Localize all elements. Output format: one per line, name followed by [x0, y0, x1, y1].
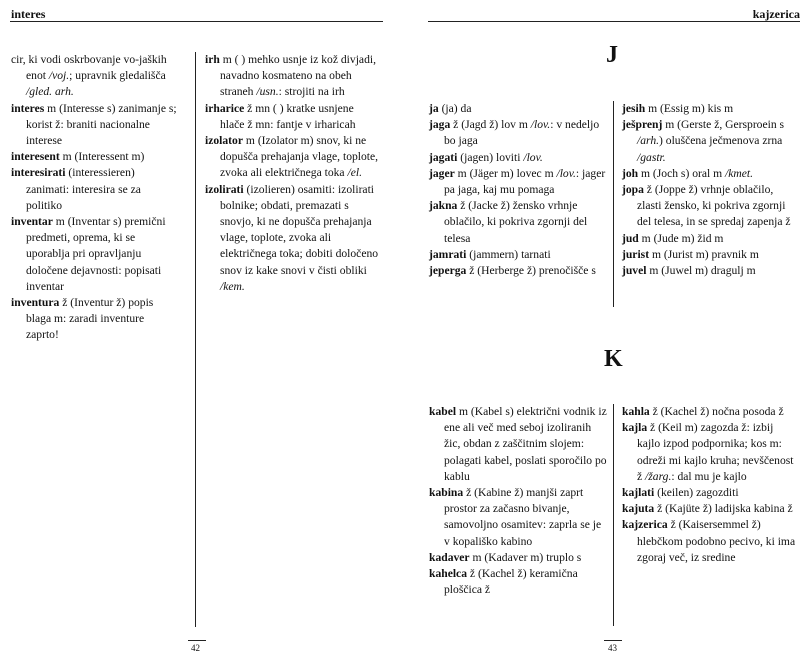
- dictionary-entry: [205, 101, 381, 133]
- entry-text: ž (Kaisersemmel ž) hlebčkom podobno pecivo, ki ima zgoraj več, iz sredine: [637, 518, 796, 564]
- header-rule-right: [428, 21, 800, 22]
- dictionary-entry: [429, 166, 607, 198]
- running-head-left: interes: [11, 7, 46, 21]
- entry-text: ž (Herberge ž) prenočišče s: [466, 264, 596, 278]
- dictionary-entry: [205, 133, 381, 182]
- entry-text: : dal mu je kajlo: [671, 469, 747, 483]
- entry-text: m (Juwel m) dragulj m: [646, 264, 756, 278]
- entry-headword: joh: [622, 166, 639, 180]
- entry-headword: interesent: [11, 150, 60, 164]
- entry-headword: jurist: [622, 247, 650, 261]
- usage-label: /el.: [347, 166, 362, 180]
- dictionary-entry: [622, 485, 799, 501]
- entry-headword: kabina: [429, 486, 464, 500]
- section-letter-j: J: [606, 42, 618, 68]
- entry-text: ž (Kachel ž) nočna posoda ž: [649, 405, 784, 418]
- entry-text: (ja) da: [438, 102, 472, 115]
- dictionary-entry: [429, 550, 607, 566]
- dictionary-entry: [11, 101, 179, 150]
- entry-headword: ješprenj: [622, 118, 663, 132]
- entry-headword: jager: [429, 166, 455, 180]
- entry-text: ž (Kabine ž) manjši zaprt prostor za začasno bivanje, samovoljno osamitev: zaprla se je v kopališko kabino: [444, 486, 602, 548]
- dictionary-entry: [622, 247, 799, 263]
- dictionary-entry: [205, 182, 381, 295]
- entry-headword: kajlati: [622, 486, 655, 500]
- dictionary-entry: [622, 166, 799, 182]
- entry-text: : jager pa jaga, kaj mu pomaga: [444, 166, 606, 197]
- usage-label: /kem.: [220, 279, 245, 293]
- dictionary-entry: [11, 165, 179, 214]
- dictionary-entry: [429, 566, 607, 598]
- entry-headword: ja: [429, 102, 439, 115]
- usage-label: /usn.: [256, 85, 279, 99]
- entry-text: ž (Jagd ž) lov m: [450, 118, 531, 132]
- entry-text: m (Interessent m): [59, 150, 145, 164]
- entry-headword: irharice: [205, 101, 245, 115]
- usage-label: /voj.: [48, 69, 70, 83]
- dictionary-column-j-2: [622, 101, 799, 279]
- dictionary-entry: [429, 263, 607, 279]
- section-letter-k: K: [604, 346, 623, 372]
- entry-text: ; upravnik gledališča: [69, 69, 166, 83]
- entry-text: m (Essig m) kis m: [645, 102, 734, 115]
- entry-text: m ( ) mehko usnje iz kož divjadi, navadno kosmateno na obeh straneh: [219, 53, 376, 99]
- dictionary-entry: [429, 485, 607, 550]
- entry-headword: kajuta: [622, 502, 655, 516]
- dictionary-entry: [622, 501, 799, 517]
- entry-headword: kadaver: [429, 550, 470, 564]
- entry-text: ž (Inventur ž) popis blaga m: zaradi inventure zaprto!: [26, 296, 154, 342]
- entry-headword: jeperga: [429, 264, 467, 278]
- usage-label: /kmet.: [725, 166, 754, 180]
- entry-text: m (Gerste ž, Gersproein s: [662, 118, 785, 132]
- entry-text: ž (Kachel ž) keramična ploščica ž: [444, 567, 578, 597]
- dictionary-entry: [622, 404, 799, 420]
- dictionary-entry: [11, 214, 179, 295]
- dictionary-column-j-1: [429, 101, 607, 279]
- usage-label: /lov.: [530, 118, 551, 132]
- entry-text: m (Inventar s) premični predmeti, oprema, ki se uporablja pri opravljanju določene dejavnosti: popisati inventar: [26, 215, 166, 293]
- entry-headword: jud: [622, 231, 639, 245]
- dictionary-entry: [622, 182, 799, 231]
- header-rule-left: [10, 21, 383, 22]
- dictionary-entry: [622, 263, 799, 279]
- entry-text: (jagen) loviti: [457, 150, 524, 164]
- entry-headword: izolator: [205, 134, 243, 148]
- usage-label: /gled. arh.: [26, 85, 74, 99]
- usage-label: /gastr.: [637, 150, 666, 164]
- column-divider-k: [613, 404, 614, 626]
- dictionary-entry: [622, 231, 799, 247]
- folio-rule-right: [604, 640, 622, 641]
- dictionary-column-left-1: [11, 52, 179, 344]
- entry-headword: interes: [11, 101, 45, 115]
- dictionary-entry: [11, 149, 179, 165]
- entry-headword: irh: [205, 53, 220, 66]
- entry-headword: jesih: [622, 102, 646, 115]
- entry-headword: inventar: [11, 215, 53, 229]
- dictionary-entry: [429, 101, 607, 117]
- entry-headword: jaga: [429, 118, 451, 132]
- dictionary-entry: [622, 101, 799, 117]
- entry-text: ) oluščena ječmenova zrna: [659, 134, 783, 148]
- column-divider-left: [195, 52, 196, 627]
- entry-headword: jakna: [429, 199, 458, 213]
- column-divider-j: [613, 101, 614, 307]
- entry-text: ž (Keil m) zagozda ž: izbij kajlo izpod podpornika; kos m: odreži mi kajlo kruha; nevščenost ž: [637, 421, 794, 483]
- entry-text: m (Interesse s) zanimanje s; korist ž: braniti nacionalne interese: [26, 101, 177, 148]
- entry-headword: inventura: [11, 296, 60, 310]
- entry-headword: kahelca: [429, 567, 468, 581]
- dictionary-column-k-1: [429, 404, 607, 598]
- entry-text: m (Kadaver m) truplo s: [469, 550, 582, 564]
- entry-text: (interessieren) zanimati: interesira se za politiko: [26, 166, 141, 212]
- page-number-left: 42: [191, 643, 200, 653]
- entry-text: ž (Jacke ž) žensko vrhnje oblačilo, ki pokriva zgornji del telesa: [444, 199, 588, 245]
- dictionary-entry: [622, 517, 799, 566]
- dictionary-entry: [429, 404, 607, 485]
- entry-text: m (Joch s) oral m: [638, 166, 726, 180]
- entry-text: m (Jurist m) pravnik m: [649, 247, 759, 261]
- dictionary-entry: [205, 52, 381, 101]
- dictionary-entry: [429, 150, 607, 166]
- dictionary-entry: [429, 117, 607, 149]
- entry-text: ž mn ( ) kratke usnjene hlače ž mn: fantje v irharicah: [220, 101, 356, 131]
- entry-headword: izolirati: [205, 182, 244, 196]
- folio-rule-left: [188, 640, 206, 641]
- entry-headword: jagati: [429, 150, 458, 164]
- dictionary-entry: [11, 295, 179, 344]
- entry-headword: kajzerica: [622, 518, 668, 532]
- running-head-right: kajzerica: [752, 7, 800, 21]
- usage-label: /arh.: [637, 134, 660, 148]
- entry-text: ž (Joppe ž) vrhnje oblačilo, zlasti žensko, ki pokriva zgornji del telesa, in se spredaj zapenja ž: [637, 183, 791, 229]
- dictionary-entry: [11, 52, 179, 101]
- entry-text: cir, ki vodi oskrbovanje vo-jaških enot: [11, 53, 167, 83]
- entry-headword: jopa: [622, 183, 644, 197]
- entry-text: (keilen) zagozditi: [654, 486, 739, 500]
- entry-text: ž (Kajüte ž) ladijska kabina ž: [654, 502, 793, 516]
- entry-text: m (Izolator m) snov, ki ne dopušča prehajanja vlage, toplote, zvoka ali električnega toka: [220, 134, 379, 180]
- entry-headword: kahla: [622, 405, 650, 418]
- dictionary-column-left-2: [205, 52, 381, 295]
- dictionary-entry: [622, 117, 799, 166]
- entry-text: (jammern) tarnati: [466, 247, 551, 261]
- entry-text: m (Jäger m) lovec m: [454, 166, 557, 180]
- entry-headword: kabel: [429, 405, 457, 418]
- entry-headword: juvel: [622, 264, 647, 278]
- entry-text: : v nedeljo bo jaga: [444, 118, 600, 148]
- page-number-right: 43: [608, 643, 617, 653]
- right-page: [418, 0, 809, 660]
- entry-headword: interesirati: [11, 166, 66, 180]
- entry-text: m (Kabel s) električni vodnik iz ene ali več med seboj izoliranih žic, obdan z zaščitnim slojem: polagati kabel, poslati sporočilo po kablu: [444, 405, 607, 483]
- usage-label: /žarg.: [645, 469, 672, 483]
- entry-headword: jamrati: [429, 247, 467, 261]
- entry-headword: kajla: [622, 421, 648, 435]
- entry-text: : strojiti na irh: [278, 85, 345, 99]
- usage-label: /lov.: [556, 166, 576, 180]
- usage-label: /lov.: [523, 150, 543, 164]
- dictionary-entry: [622, 420, 799, 485]
- left-page: [0, 0, 395, 660]
- entry-text: m (Jude m) žid m: [638, 231, 724, 245]
- dictionary-entry: [429, 247, 607, 263]
- dictionary-entry: [429, 198, 607, 247]
- entry-text: (izolieren) osamiti: izolirati bolnike; obdati, premazati s snovjo, ki ne dopušča prehajanja vlage, toplote, zvoka ali električnega toka; dobiti določeno snov iz kake snovi v čisti obliki: [220, 182, 379, 277]
- dictionary-column-k-2: [622, 404, 799, 566]
